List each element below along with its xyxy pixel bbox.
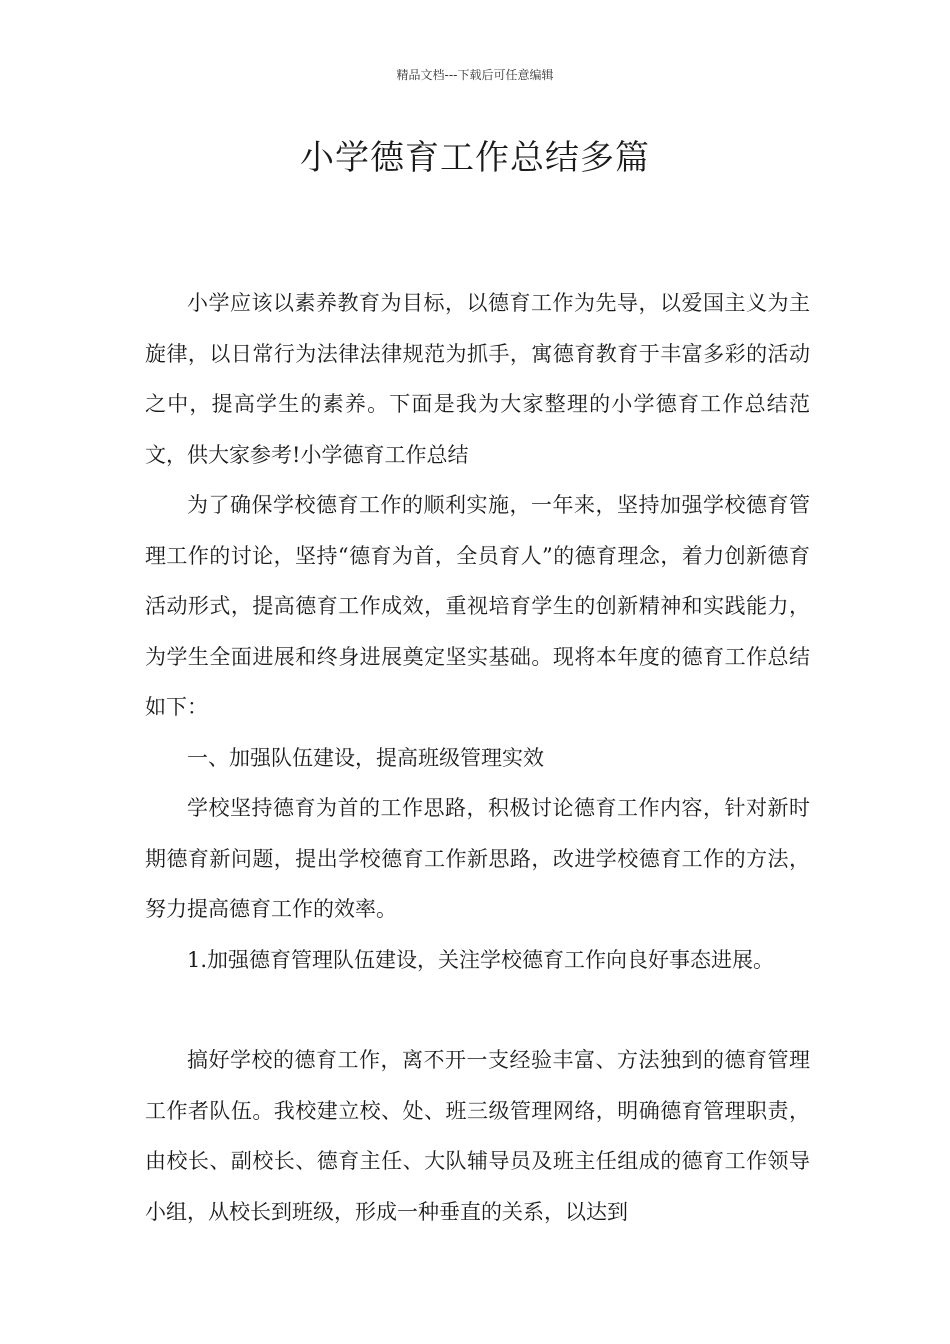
paragraph-overview: 为了确保学校德育工作的顺利实施，一年来，坚持加强学校德育管理工作的讨论，坚持“德育为首，全员育人”的德育理念，着力创新德育活动形式，提高德育工作成效，重视培育学生的创新精神和实践能力，为学生全面进展和终身进展奠定坚实基础。现将本年度的德育工作总结如下： xyxy=(145,493,810,719)
document-title: 小学德育工作总结多篇 xyxy=(300,138,650,178)
paragraph-gap xyxy=(145,985,810,1035)
document-body xyxy=(145,278,810,1237)
paragraph-management: 搞好学校的德育工作，离不开一支经验丰富、方法独到的德育管理工作者队伍。我校建立校、处、班三级管理网络，明确德育管理职责，由校长、副校长、德育主任、大队辅导员及班主任组成的德育工作领导小组，从校长到班级，形成一种垂直的关系，以达到 xyxy=(145,1048,810,1224)
paragraph-approach: 学校坚持德育为首的工作思路，积极讨论德育工作内容，针对新时期德育新问题，提出学校德育工作新思路，改进学校德育工作的方法，努力提高德育工作的效率。 xyxy=(145,796,810,921)
subsection-heading: 1.加强德育管理队伍建设，关注学校德育工作向良好事态进展。 xyxy=(187,947,775,972)
section-heading: 一、加强队伍建设，提高班级管理实效 xyxy=(187,745,544,770)
paragraph-intro: 小学应该以素养教育为目标，以德育工作为先导，以爱国主义为主旋律，以日常行为法律法律规范为抓手，寓德育教育于丰富多彩的活动之中，提高学生的素养。下面是我为大家整理的小学德育工作总结范文，供大家参考!小学德育工作总结 xyxy=(145,291,810,467)
header-note: 精品文档---下载后可任意编辑 xyxy=(396,68,554,82)
